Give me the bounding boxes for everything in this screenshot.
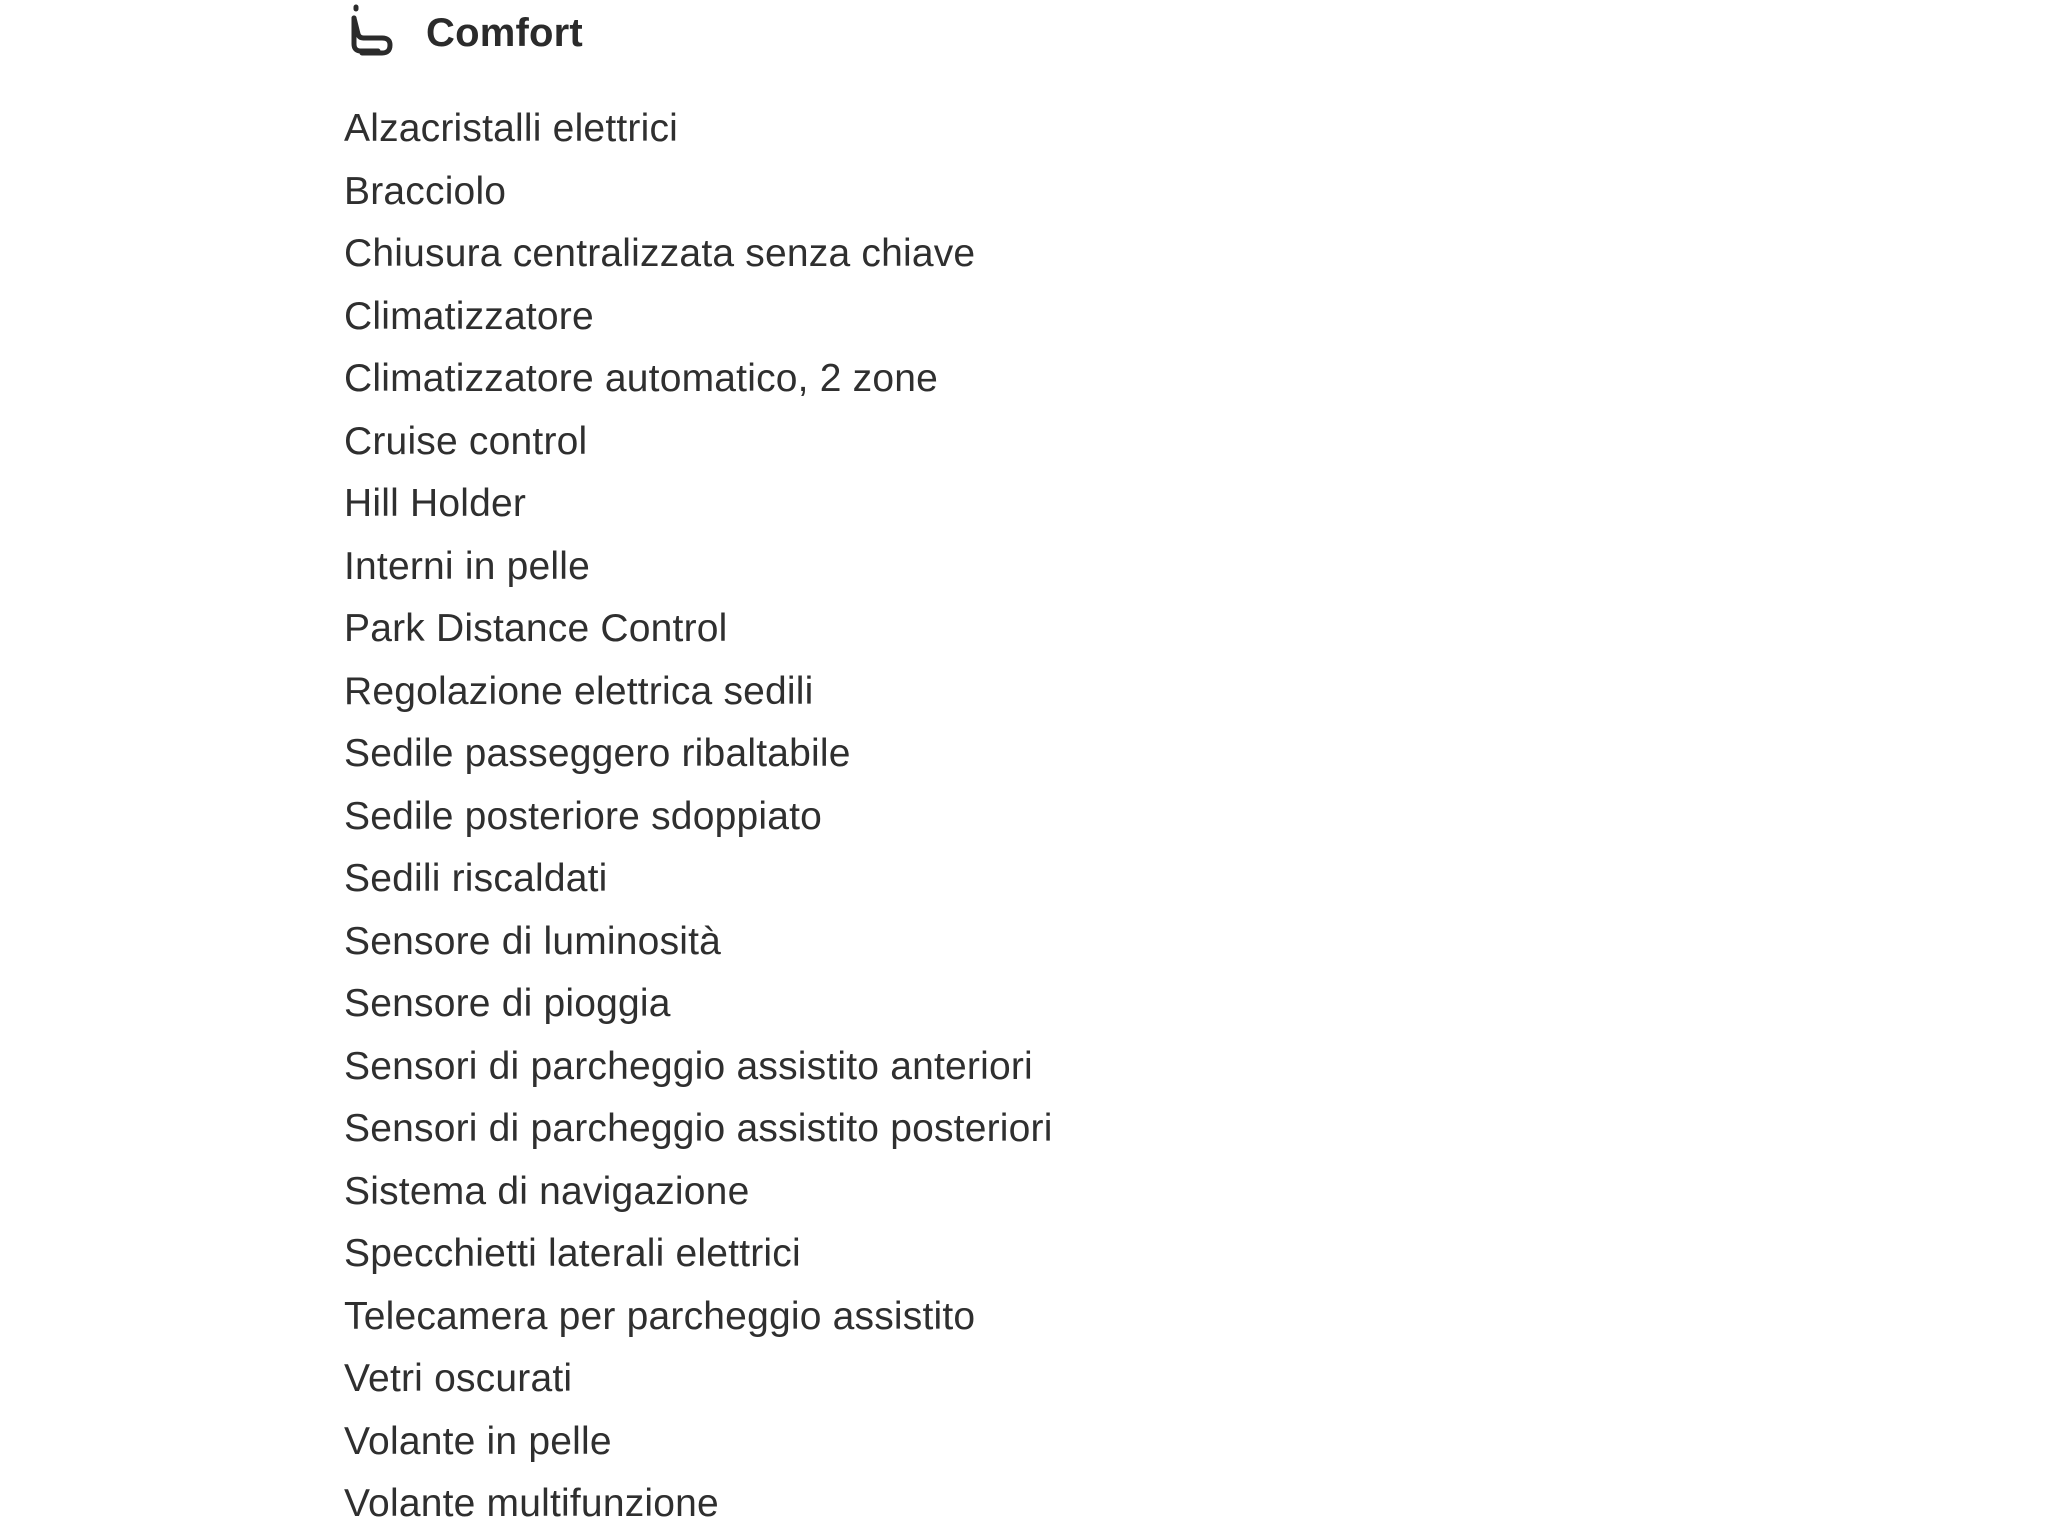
list-item: Bracciolo: [344, 169, 507, 213]
list-item: Hill Holder: [344, 482, 527, 525]
list-item: Sedile passeggero ribaltabile: [344, 732, 851, 775]
list-item: Sensori di parcheggio assistito anteriori: [344, 1044, 1033, 1088]
list-item: Specchietti laterali elettrici: [344, 1232, 801, 1275]
list-item: Sensore di pioggia: [344, 982, 671, 1025]
car-seat-icon: [342, 4, 400, 62]
section-title: Comfort: [426, 10, 583, 55]
list-item: Sistema di navigazione: [344, 1169, 750, 1213]
list-item: Sedili riscaldati: [344, 857, 608, 900]
list-item: Sensori di parcheggio assistito posteriori: [344, 1107, 1053, 1150]
list-item: Climatizzatore automatico, 2 zone: [344, 357, 939, 400]
list-item: Alzacristalli elettrici: [344, 107, 679, 150]
comfort-section: [344, 0, 1744, 1536]
list-item: Volante in pelle: [344, 1419, 612, 1463]
section-header: [344, 0, 1744, 66]
feature-list: [344, 98, 1744, 1536]
list-item: Telecamera per parcheggio assistito: [344, 1294, 976, 1338]
list-item: Sedile posteriore sdoppiato: [344, 794, 823, 838]
list-item: Interni in pelle: [344, 544, 591, 588]
list-item: Vetri oscurati: [344, 1357, 573, 1400]
list-item: Regolazione elettrica sedili: [344, 669, 814, 713]
list-item: Sensore di luminosità: [344, 919, 722, 963]
list-item: Climatizzatore: [344, 294, 594, 338]
list-item: Cruise control: [344, 419, 588, 463]
list-item: Park Distance Control: [344, 607, 728, 650]
list-item: Volante multifunzione: [344, 1482, 719, 1525]
list-item: Chiusura centralizzata senza chiave: [344, 232, 976, 275]
